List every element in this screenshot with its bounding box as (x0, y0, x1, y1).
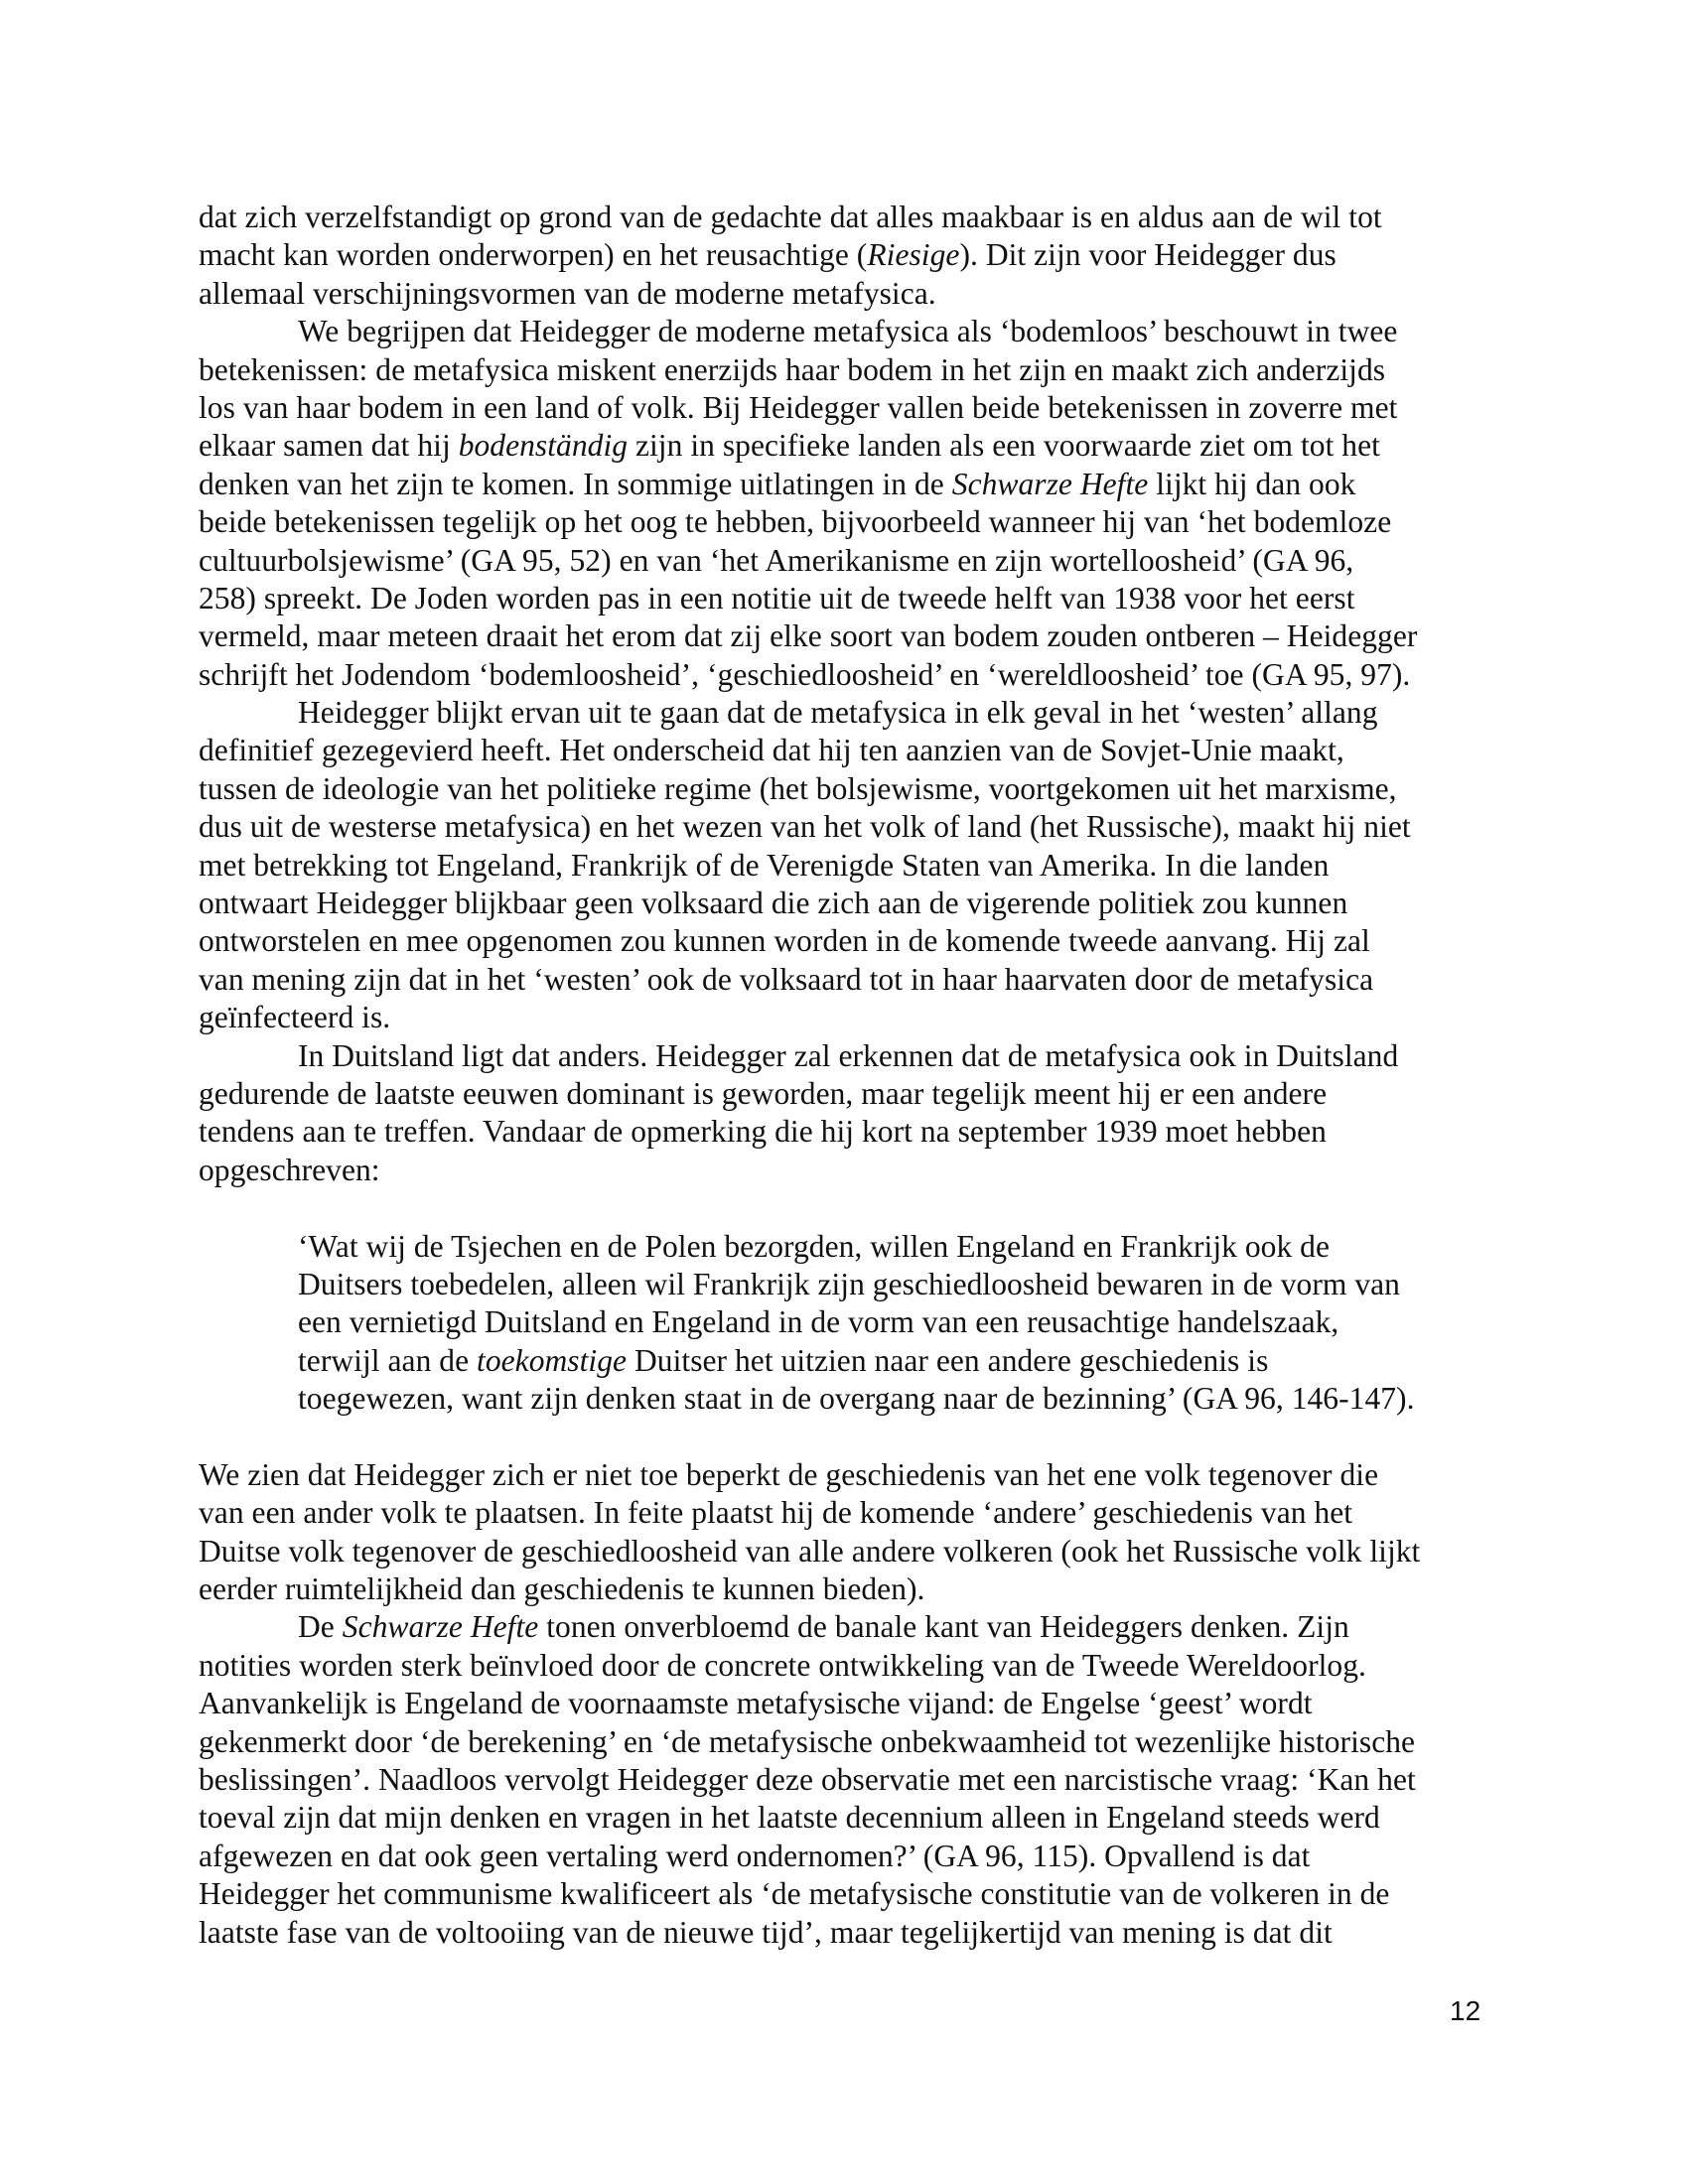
paragraph (199, 1608, 1489, 1952)
text-line: dat zich verzelfstandigt op grond van de gedachte dat alles maakbaar is en aldus aan de wil tot (199, 200, 1382, 234)
text-line: tussen de ideologie van het politieke regime (het bolsjewisme, voortgekomen uit het marxisme, (199, 770, 1397, 806)
text-line: Heidegger blijkt ervan uit te gaan dat de metafysica in elk geval in het ‘westen’ allang (298, 695, 1378, 731)
block-quote (199, 1228, 1489, 1419)
text-line: afgewezen en dat ook geen vertaling werd ondernomen?’ (GA 96, 115). Opvallend is dat (199, 1838, 1311, 1873)
text-line: van een ander volk te plaatsen. In feite plaatst hij de komende ‘andere’ geschiedenis van het (199, 1495, 1353, 1531)
paragraph (199, 694, 1489, 1037)
text-line: tendens aan te treffen. Vandaar de opmerking die hij kort na september 1939 moet hebben (199, 1114, 1327, 1150)
text-line: Heidegger het communisme kwalificeert als ‘de metafysische constitutie van de volkeren in de (199, 1876, 1390, 1912)
paragraph (199, 313, 1489, 694)
text-line: cultuurbolsjewisme’ (GA 95, 52) en van ‘het Amerikanisme en zijn wortelloosheid’ (GA 96, (199, 542, 1354, 578)
text-line: allemaal verschijningsvormen van de moderne metafysica. (199, 275, 936, 311)
text-line: In Duitsland ligt dat anders. Heidegger zal erkennen dat de metafysica ook in Duitsland (298, 1037, 1399, 1073)
text-line: beslissingen’. Naadloos vervolgt Heidegger deze observatie met een narcistische vraag: ‘Kan het (199, 1762, 1416, 1798)
text-line: opgeschreven: (199, 1152, 380, 1187)
text-line: notities worden sterk beïnvloed door de concrete ontwikkeling van de Tweede Wereldoorlog. (199, 1647, 1366, 1683)
text-line: gekenmerkt door ‘de berekening’ en ‘de metafysische onbekwaamheid tot wezenlijke historische (199, 1723, 1416, 1759)
text-line: macht kan worden onderworpen) en het reusachtige (Riesige). Dit zijn voor Heidegger dus (199, 237, 1336, 273)
spacer (199, 1419, 1489, 1456)
text-line: gedurende de laatste eeuwen dominant is geworden, maar tegelijk meent hij er een andere (199, 1075, 1328, 1111)
page-number: 12 (1450, 1995, 1481, 2026)
text-line: We begrijpen dat Heidegger de moderne metafysica als ‘bodemloos’ beschouwt in twee (298, 314, 1398, 349)
text-line: laatste fase van de voltooiing van de nieuwe tijd’, maar tegelijkertijd van mening is dat dit (199, 1914, 1333, 1950)
text-line: van mening zijn dat in het ‘westen’ ook de volksaard tot in haar haarvaten door de metafysica (199, 961, 1374, 997)
text-line: betekenissen: de metafysica miskent enerzijds haar bodem in het zijn en maakt zich anderzijds (199, 351, 1386, 387)
text-line: denken van het zijn te komen. In sommige uitlatingen in de Schwarze Hefte lijkt hij dan ook (199, 466, 1356, 501)
paragraph (199, 199, 1489, 313)
text-line: definitief gezegevierd heeft. Het onderscheid dat hij ten aanzien van de Sovjet-Unie maakt, (199, 733, 1344, 768)
text-line: ontworstelen en mee opgenomen zou kunnen worden in de komende tweede aanvang. Hij zal (199, 923, 1370, 959)
text-line: met betrekking tot Engeland, Frankrijk of de Verenigde Staten van Amerika. In die landen (199, 847, 1330, 883)
document-page (199, 199, 1489, 1952)
text-line: geïnfecteerd is. (199, 1000, 391, 1035)
paragraph (199, 1037, 1489, 1190)
spacer (199, 1189, 1489, 1227)
text-line: beide betekenissen tegelijk op het oog te hebben, bijvoorbeeld wanneer hij van ‘het bodemloze (199, 504, 1392, 540)
text-line: elkaar samen dat hij bodenständig zijn in specifieke landen als een voorwaarde ziet om tot het (199, 428, 1380, 464)
quote-line: terwijl aan de toekomstige Duitser het uitzien naar een andere geschiedenis is (298, 1342, 1269, 1378)
quote-line: een vernietigd Duitsland en Engeland in de vorm van een reusachtige handelszaak, (298, 1304, 1339, 1340)
text-line: dus uit de westerse metafysica) en het wezen van het volk of land (het Russische), maakt hij niet (199, 809, 1411, 845)
text-line: ontwaart Heidegger blijkbaar geen volksaard die zich aan de vigerende politiek zou kunnen (199, 886, 1348, 921)
text-line: We zien dat Heidegger zich er niet toe beperkt de geschiedenis van het ene volk tegenover die (199, 1456, 1379, 1492)
text-line: toeval zijn dat mijn denken en vragen in het laatste decennium alleen in Engeland steeds werd (199, 1800, 1380, 1836)
text-line: Aanvankelijk is Engeland de voornaamste metafysische vijand: de Engelse ‘geest’ wordt (199, 1686, 1313, 1721)
text-line: los van haar bodem in een land of volk. Bij Heidegger vallen beide betekenissen in zoverre met (199, 389, 1398, 425)
text-line: eerder ruimtelijkheid dan geschiedenis te kunnen bieden). (199, 1571, 925, 1607)
text-line: Duitse volk tegenover de geschiedloosheid van alle andere volkeren (ook het Russische volk lijkt (199, 1533, 1421, 1569)
text-line: vermeld, maar meteen draait het erom dat zij elke soort van bodem zouden ontberen – Heidegger (199, 618, 1418, 654)
text-line: 258) spreekt. De Joden worden pas in een notitie uit de tweede helft van 1938 voor het eerst (199, 580, 1355, 615)
quote-line: toegewezen, want zijn denken staat in de overgang naar de bezinning’ (GA 96, 146-147). (298, 1381, 1415, 1417)
paragraph (199, 1456, 1489, 1609)
quote-line: ‘Wat wij de Tsjechen en de Polen bezorgden, willen Engeland en Frankrijk ook de (298, 1228, 1331, 1264)
quote-line: Duitsers toebedelen, alleen wil Frankrijk zijn geschiedloosheid bewaren in de vorm van (298, 1266, 1400, 1301)
text-line: schrijft het Jodendom ‘bodemloosheid’, ‘geschiedloosheid’ en ‘wereldloosheid’ toe (GA 95, 97). (199, 656, 1411, 692)
text-line: De Schwarze Hefte tonen onverbloemd de banale kant van Heideggers denken. Zijn (298, 1609, 1349, 1645)
